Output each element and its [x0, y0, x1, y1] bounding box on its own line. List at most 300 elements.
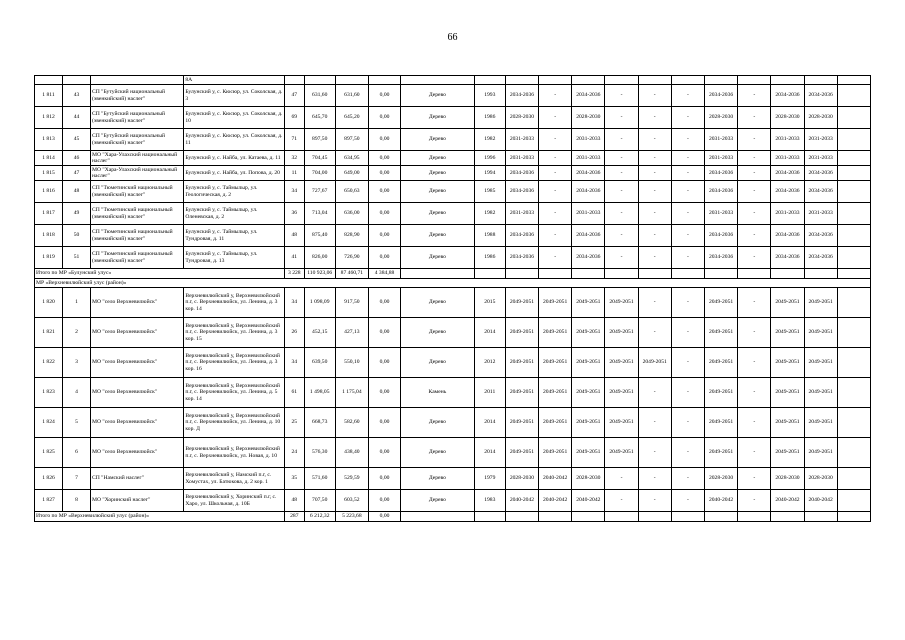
living-area: 636,00	[335, 203, 368, 225]
table-row	[35, 348, 871, 378]
period-10: 2034-2036	[804, 247, 837, 269]
total-area: 645,70	[304, 107, 335, 129]
period-7: 2034-2036	[704, 85, 737, 107]
empty-cell	[837, 269, 870, 279]
period-7: 2034-2036	[704, 181, 737, 203]
total-area: 639,50	[304, 348, 335, 378]
empty-cell	[804, 269, 837, 279]
wall-material: Камень	[401, 378, 475, 408]
empty-cell	[605, 269, 638, 279]
period-9: 2028-2030	[771, 107, 804, 129]
wall-material: Дерево	[401, 166, 475, 181]
period-1: 2034-2036	[505, 166, 538, 181]
residents: 41	[284, 247, 304, 269]
address: Верхневилюйский у, Верхневилюйский п.г, с. Верхневилюйск, ул. Ленина, д. 10 кор. Д	[184, 408, 285, 438]
row-index: 5	[63, 408, 91, 438]
period-1: 2031-2033	[505, 151, 538, 166]
empty-cell	[638, 269, 671, 279]
address: Булунский у, с. Таймылыр, ул. Тундровая, д. 13	[184, 247, 285, 269]
period-3: 2031-2033	[572, 203, 605, 225]
address: Булунский у, с. Кюсюр, ул. Соколская, д. 10	[184, 107, 285, 129]
period-10: 2031-2033	[804, 129, 837, 151]
period-8: -	[738, 181, 771, 203]
period-4: -	[605, 490, 638, 512]
period-10: 2034-2036	[804, 85, 837, 107]
empty-cell	[474, 512, 505, 522]
residents: 34	[284, 288, 304, 318]
period-2: -	[539, 129, 572, 151]
empty-cell	[837, 85, 870, 107]
period-5: -	[638, 438, 671, 468]
residents: 61	[284, 378, 304, 408]
address: Верхневилюйский у, Хоринский п.г, с. Харо, ул. Школьная, д. 10Б	[184, 490, 285, 512]
period-2: 2049-2051	[539, 408, 572, 438]
owner: СП "Намский наслег"	[91, 468, 184, 490]
build-year: 1983	[474, 490, 505, 512]
wall-material: Дерево	[401, 438, 475, 468]
period-9: 2049-2051	[771, 288, 804, 318]
total-label: Итого по МР «Верхневилюйский улус (район)»	[35, 512, 285, 522]
period-6: -	[671, 129, 704, 151]
period-9: 2040-2042	[771, 490, 804, 512]
empty-cell	[837, 468, 870, 490]
period-4: -	[605, 107, 638, 129]
period-2: -	[539, 181, 572, 203]
table-row	[35, 378, 871, 408]
living-area: 645,20	[335, 107, 368, 129]
period-3: 2028-2030	[572, 107, 605, 129]
row-index: 4	[63, 378, 91, 408]
row-index: 3	[63, 348, 91, 378]
empty-cell	[539, 269, 572, 279]
empty-cell	[837, 107, 870, 129]
period-10: 2034-2036	[804, 166, 837, 181]
period-6: -	[671, 318, 704, 348]
empty-cell	[804, 512, 837, 522]
living-area: 726,90	[335, 247, 368, 269]
period-9: 2031-2033	[771, 151, 804, 166]
address: Булунский у, с. Таймылыр, ул. Оленевская, д. 2	[184, 203, 285, 225]
empty-cell	[572, 512, 605, 522]
period-1: 2034-2036	[505, 181, 538, 203]
residents: 69	[284, 107, 304, 129]
residents: 34	[284, 181, 304, 203]
period-5: -	[638, 151, 671, 166]
period-5: -	[638, 203, 671, 225]
empty-cell	[572, 269, 605, 279]
period-10: 2028-2030	[804, 468, 837, 490]
empty-cell	[837, 203, 870, 225]
period-9: 2028-2030	[771, 468, 804, 490]
residents: 11	[284, 166, 304, 181]
period-4: -	[605, 166, 638, 181]
period-8: -	[738, 438, 771, 468]
row-index: 6	[63, 438, 91, 468]
period-4: -	[605, 181, 638, 203]
empty-cell	[704, 512, 737, 522]
build-year: 1993	[474, 85, 505, 107]
living-area: 550,10	[335, 348, 368, 378]
period-3: 2049-2051	[572, 438, 605, 468]
emergency-area: 0,00	[368, 225, 400, 247]
table-row	[35, 203, 871, 225]
living-area: 650,63	[335, 181, 368, 203]
total-area: 110 923,06	[304, 269, 335, 279]
build-year: 1988	[474, 225, 505, 247]
period-10: 2028-2030	[804, 107, 837, 129]
period-5: -	[638, 225, 671, 247]
living-area: 438,40	[335, 438, 368, 468]
address: Верхневилюйский у, Верхневилюйский п.г, с. Верхневилюйск, ул. Новая, д. 10	[184, 438, 285, 468]
emergency-area: 0,00	[368, 166, 400, 181]
total-emergency-area: 4 384,88	[368, 269, 400, 279]
period-2: 2049-2051	[539, 288, 572, 318]
empty-cell	[671, 269, 704, 279]
empty-cell	[837, 512, 870, 522]
wall-material: Дерево	[401, 288, 475, 318]
period-3: 2034-2036	[572, 85, 605, 107]
period-9: 2049-2051	[771, 318, 804, 348]
period-7: 2049-2051	[704, 348, 737, 378]
period-5: -	[638, 318, 671, 348]
period-6: -	[671, 348, 704, 378]
table-row	[35, 438, 871, 468]
empty-cell	[837, 247, 870, 269]
owner: МО "Хоринский наслег"	[91, 490, 184, 512]
period-3: 2049-2051	[572, 318, 605, 348]
empty-cell	[837, 490, 870, 512]
total-area: 875,40	[304, 225, 335, 247]
residents: 34	[284, 348, 304, 378]
period-9: 2031-2033	[771, 129, 804, 151]
living-area: 427,13	[335, 318, 368, 348]
period-9: 2034-2036	[771, 181, 804, 203]
owner: МО "село Верхневилюйск"	[91, 348, 184, 378]
owner: СП "Бутуйский национальный (эвенкийский) наслег"	[91, 107, 184, 129]
total-area: 576,30	[304, 438, 335, 468]
table-row	[35, 318, 871, 348]
total-area: 826,00	[304, 247, 335, 269]
total-emergency-area: 0,00	[368, 512, 400, 522]
period-8: -	[738, 151, 771, 166]
period-7: 2034-2036	[704, 225, 737, 247]
period-5: -	[638, 288, 671, 318]
district-header-row	[35, 279, 871, 288]
period-8: -	[738, 225, 771, 247]
address: Булунский у, с. Найба, ул. Катаева, д. 11	[184, 151, 285, 166]
period-3: 2031-2033	[572, 129, 605, 151]
table-row	[35, 468, 871, 490]
owner: МО "село Верхневилюйск"	[91, 408, 184, 438]
empty-cell	[837, 151, 870, 166]
period-6: -	[671, 247, 704, 269]
wall-material: Дерево	[401, 129, 475, 151]
emergency-area: 0,00	[368, 85, 400, 107]
period-4: 2049-2051	[605, 378, 638, 408]
residents: 48	[284, 225, 304, 247]
empty-cell	[474, 269, 505, 279]
table-row	[35, 225, 871, 247]
period-10: 2049-2051	[804, 438, 837, 468]
living-area: 917,50	[335, 288, 368, 318]
period-2: 2049-2051	[539, 318, 572, 348]
period-10: 2031-2033	[804, 203, 837, 225]
period-3: 2034-2036	[572, 225, 605, 247]
district-header: МР «Верхневилюйский улус (район)»	[35, 279, 871, 288]
period-10: 2031-2033	[804, 151, 837, 166]
residents: 35	[284, 468, 304, 490]
total-area: 631,60	[304, 85, 335, 107]
empty-cell	[837, 181, 870, 203]
empty-cell	[704, 269, 737, 279]
total-area: 1 098,09	[304, 288, 335, 318]
period-5: -	[638, 408, 671, 438]
wall-material: Дерево	[401, 348, 475, 378]
row-index: 46	[63, 151, 91, 166]
period-10: 2049-2051	[804, 318, 837, 348]
period-7: 2049-2051	[704, 318, 737, 348]
row-number: 1 823	[35, 378, 63, 408]
period-1: 2034-2036	[505, 85, 538, 107]
row-number: 1 814	[35, 151, 63, 166]
period-9: 2031-2033	[771, 203, 804, 225]
emergency-area: 0,00	[368, 247, 400, 269]
empty-cell	[837, 318, 870, 348]
period-5: -	[638, 129, 671, 151]
period-10: 2049-2051	[804, 288, 837, 318]
period-6: -	[671, 490, 704, 512]
living-area: 582,60	[335, 408, 368, 438]
row-index: 44	[63, 107, 91, 129]
table-row	[35, 490, 871, 512]
emergency-area: 0,00	[368, 107, 400, 129]
period-7: 2049-2051	[704, 438, 737, 468]
period-10: 2049-2051	[804, 348, 837, 378]
empty-cell	[837, 408, 870, 438]
period-1: 2049-2051	[505, 288, 538, 318]
owner: МО "село Верхневилюйск"	[91, 318, 184, 348]
period-9: 2034-2036	[771, 225, 804, 247]
row-number: 1 820	[35, 288, 63, 318]
empty-cell	[837, 348, 870, 378]
total-area: 452,15	[304, 318, 335, 348]
emergency-area: 0,00	[368, 129, 400, 151]
address: Булунский у, с. Найба, ул. Попова, д. 20	[184, 166, 285, 181]
period-5: -	[638, 181, 671, 203]
period-6: -	[671, 438, 704, 468]
page-number: 66	[447, 32, 458, 43]
period-8: -	[738, 203, 771, 225]
address: Булунский у, с. Кюсюр, ул. Соколская, д. 3	[184, 85, 285, 107]
period-3: 2040-2042	[572, 490, 605, 512]
period-7: 2049-2051	[704, 408, 737, 438]
period-5: 2049-2051	[638, 348, 671, 378]
period-3: 2028-2030	[572, 468, 605, 490]
empty-cell	[505, 269, 538, 279]
owner: СП "Тюметинский национальный (эвенкийский) наслег"	[91, 203, 184, 225]
period-8: -	[738, 348, 771, 378]
empty-cell	[401, 512, 475, 522]
period-2: 2049-2051	[539, 348, 572, 378]
period-1: 2049-2051	[505, 408, 538, 438]
period-4: 2049-2051	[605, 408, 638, 438]
period-7: 2031-2033	[704, 203, 737, 225]
emergency-area: 0,00	[368, 408, 400, 438]
period-6: -	[671, 288, 704, 318]
period-10: 2034-2036	[804, 225, 837, 247]
period-9: 2049-2051	[771, 438, 804, 468]
top-row	[35, 76, 871, 85]
row-index: 1	[63, 288, 91, 318]
period-4: 2049-2051	[605, 438, 638, 468]
empty-cell	[771, 512, 804, 522]
table-row	[35, 107, 871, 129]
period-6: -	[671, 85, 704, 107]
period-1: 2049-2051	[505, 318, 538, 348]
period-4: -	[605, 247, 638, 269]
living-area: 634,95	[335, 151, 368, 166]
build-year: 2011	[474, 378, 505, 408]
owner: СП "Тюметинский национальный (эвенкийский) наслег"	[91, 247, 184, 269]
residents: 71	[284, 129, 304, 151]
period-6: -	[671, 378, 704, 408]
build-year: 1982	[474, 129, 505, 151]
period-9: 2049-2051	[771, 348, 804, 378]
period-2: -	[539, 225, 572, 247]
period-8: -	[738, 166, 771, 181]
table-row	[35, 129, 871, 151]
owner: МО "село Верхневилюйск"	[91, 438, 184, 468]
empty-cell	[837, 225, 870, 247]
emergency-area: 0,00	[368, 438, 400, 468]
row-index: 48	[63, 181, 91, 203]
period-7: 2034-2036	[704, 247, 737, 269]
period-2: -	[539, 203, 572, 225]
period-8: -	[738, 408, 771, 438]
period-9: 2034-2036	[771, 85, 804, 107]
empty-cell	[771, 269, 804, 279]
emergency-area: 0,00	[368, 348, 400, 378]
period-10: 2034-2036	[804, 181, 837, 203]
emergency-area: 0,00	[368, 203, 400, 225]
row-index: 49	[63, 203, 91, 225]
table-row	[35, 151, 871, 166]
total-area: 713,04	[304, 203, 335, 225]
living-area: 529,59	[335, 468, 368, 490]
period-10: 2049-2051	[804, 408, 837, 438]
period-1: 2040-2042	[505, 490, 538, 512]
empty-cell	[505, 512, 538, 522]
wall-material: Дерево	[401, 247, 475, 269]
period-2: -	[539, 85, 572, 107]
empty-cell	[605, 512, 638, 522]
period-9: 2049-2051	[771, 408, 804, 438]
build-year: 1996	[474, 151, 505, 166]
address: Булунский у, с. Таймылыр, ул. Тундровая, д. 11	[184, 225, 285, 247]
owner: МО "Хара-Улахский национальный наслег"	[91, 166, 184, 181]
row-number: 1 817	[35, 203, 63, 225]
period-6: -	[671, 107, 704, 129]
total-residents: 287	[284, 512, 304, 522]
wall-material: Дерево	[401, 181, 475, 203]
total-living-area: 87 460,71	[335, 269, 368, 279]
period-2: -	[539, 247, 572, 269]
owner: СП "Тюметинский национальный (эвенкийский) наслег"	[91, 181, 184, 203]
period-9: 2034-2036	[771, 247, 804, 269]
build-year: 1979	[474, 468, 505, 490]
period-6: -	[671, 181, 704, 203]
build-year: 1994	[474, 166, 505, 181]
empty-cell	[738, 269, 771, 279]
address: Верхневилюйский у, Верхневилюйский п.г, с. Верхневилюйск, ул. Ленина, д. 3 кор. 16	[184, 348, 285, 378]
period-4: 2049-2051	[605, 288, 638, 318]
living-area: 631,60	[335, 85, 368, 107]
build-year: 1986	[474, 107, 505, 129]
table-row	[35, 181, 871, 203]
build-year: 2012	[474, 348, 505, 378]
emergency-area: 0,00	[368, 378, 400, 408]
period-7: 2034-2036	[704, 166, 737, 181]
residents: 26	[284, 318, 304, 348]
period-9: 2034-2036	[771, 166, 804, 181]
period-3: 2034-2036	[572, 247, 605, 269]
period-3: 2049-2051	[572, 348, 605, 378]
period-6: -	[671, 203, 704, 225]
period-5: -	[638, 85, 671, 107]
row-number: 1 822	[35, 348, 63, 378]
total-area: 1 498,05	[304, 378, 335, 408]
period-4: -	[605, 468, 638, 490]
period-10: 2049-2051	[804, 378, 837, 408]
period-4: -	[605, 129, 638, 151]
period-7: 2049-2051	[704, 288, 737, 318]
period-1: 2049-2051	[505, 438, 538, 468]
build-year: 2014	[474, 318, 505, 348]
period-1: 2028-2030	[505, 107, 538, 129]
owner: МО "Хара-Улахский национальный наслег"	[91, 151, 184, 166]
period-6: -	[671, 166, 704, 181]
period-1: 2031-2033	[505, 129, 538, 151]
emergency-area: 0,00	[368, 468, 400, 490]
row-index: 50	[63, 225, 91, 247]
period-2: 2049-2051	[539, 378, 572, 408]
period-7: 2040-2042	[704, 490, 737, 512]
empty-cell	[671, 512, 704, 522]
period-1: 2034-2036	[505, 247, 538, 269]
period-4: -	[605, 225, 638, 247]
total-label: Итого по МР «Булунский улус»	[35, 269, 285, 279]
row-index: 47	[63, 166, 91, 181]
period-6: -	[671, 225, 704, 247]
total-row	[35, 512, 871, 522]
wall-material: Дерево	[401, 203, 475, 225]
address: Булунский у, с. Кюсюр, ул. Соколская, д. 11	[184, 129, 285, 151]
period-4: -	[605, 203, 638, 225]
register-table	[34, 75, 871, 522]
empty-cell	[837, 288, 870, 318]
table-row	[35, 166, 871, 181]
address: Верхневилюйский у, Намский п.г, с. Хомустах, ул. Батюкова, д. 2 кор. 1	[184, 468, 285, 490]
living-area: 603,52	[335, 490, 368, 512]
period-3: 2049-2051	[572, 378, 605, 408]
owner: СП "Бутуйский национальный (эвенкийский) наслег"	[91, 129, 184, 151]
living-area: 649,00	[335, 166, 368, 181]
period-8: -	[738, 468, 771, 490]
total-living-area: 5 223,68	[335, 512, 368, 522]
emergency-area: 0,00	[368, 490, 400, 512]
row-number: 1 824	[35, 408, 63, 438]
residents: 36	[284, 203, 304, 225]
